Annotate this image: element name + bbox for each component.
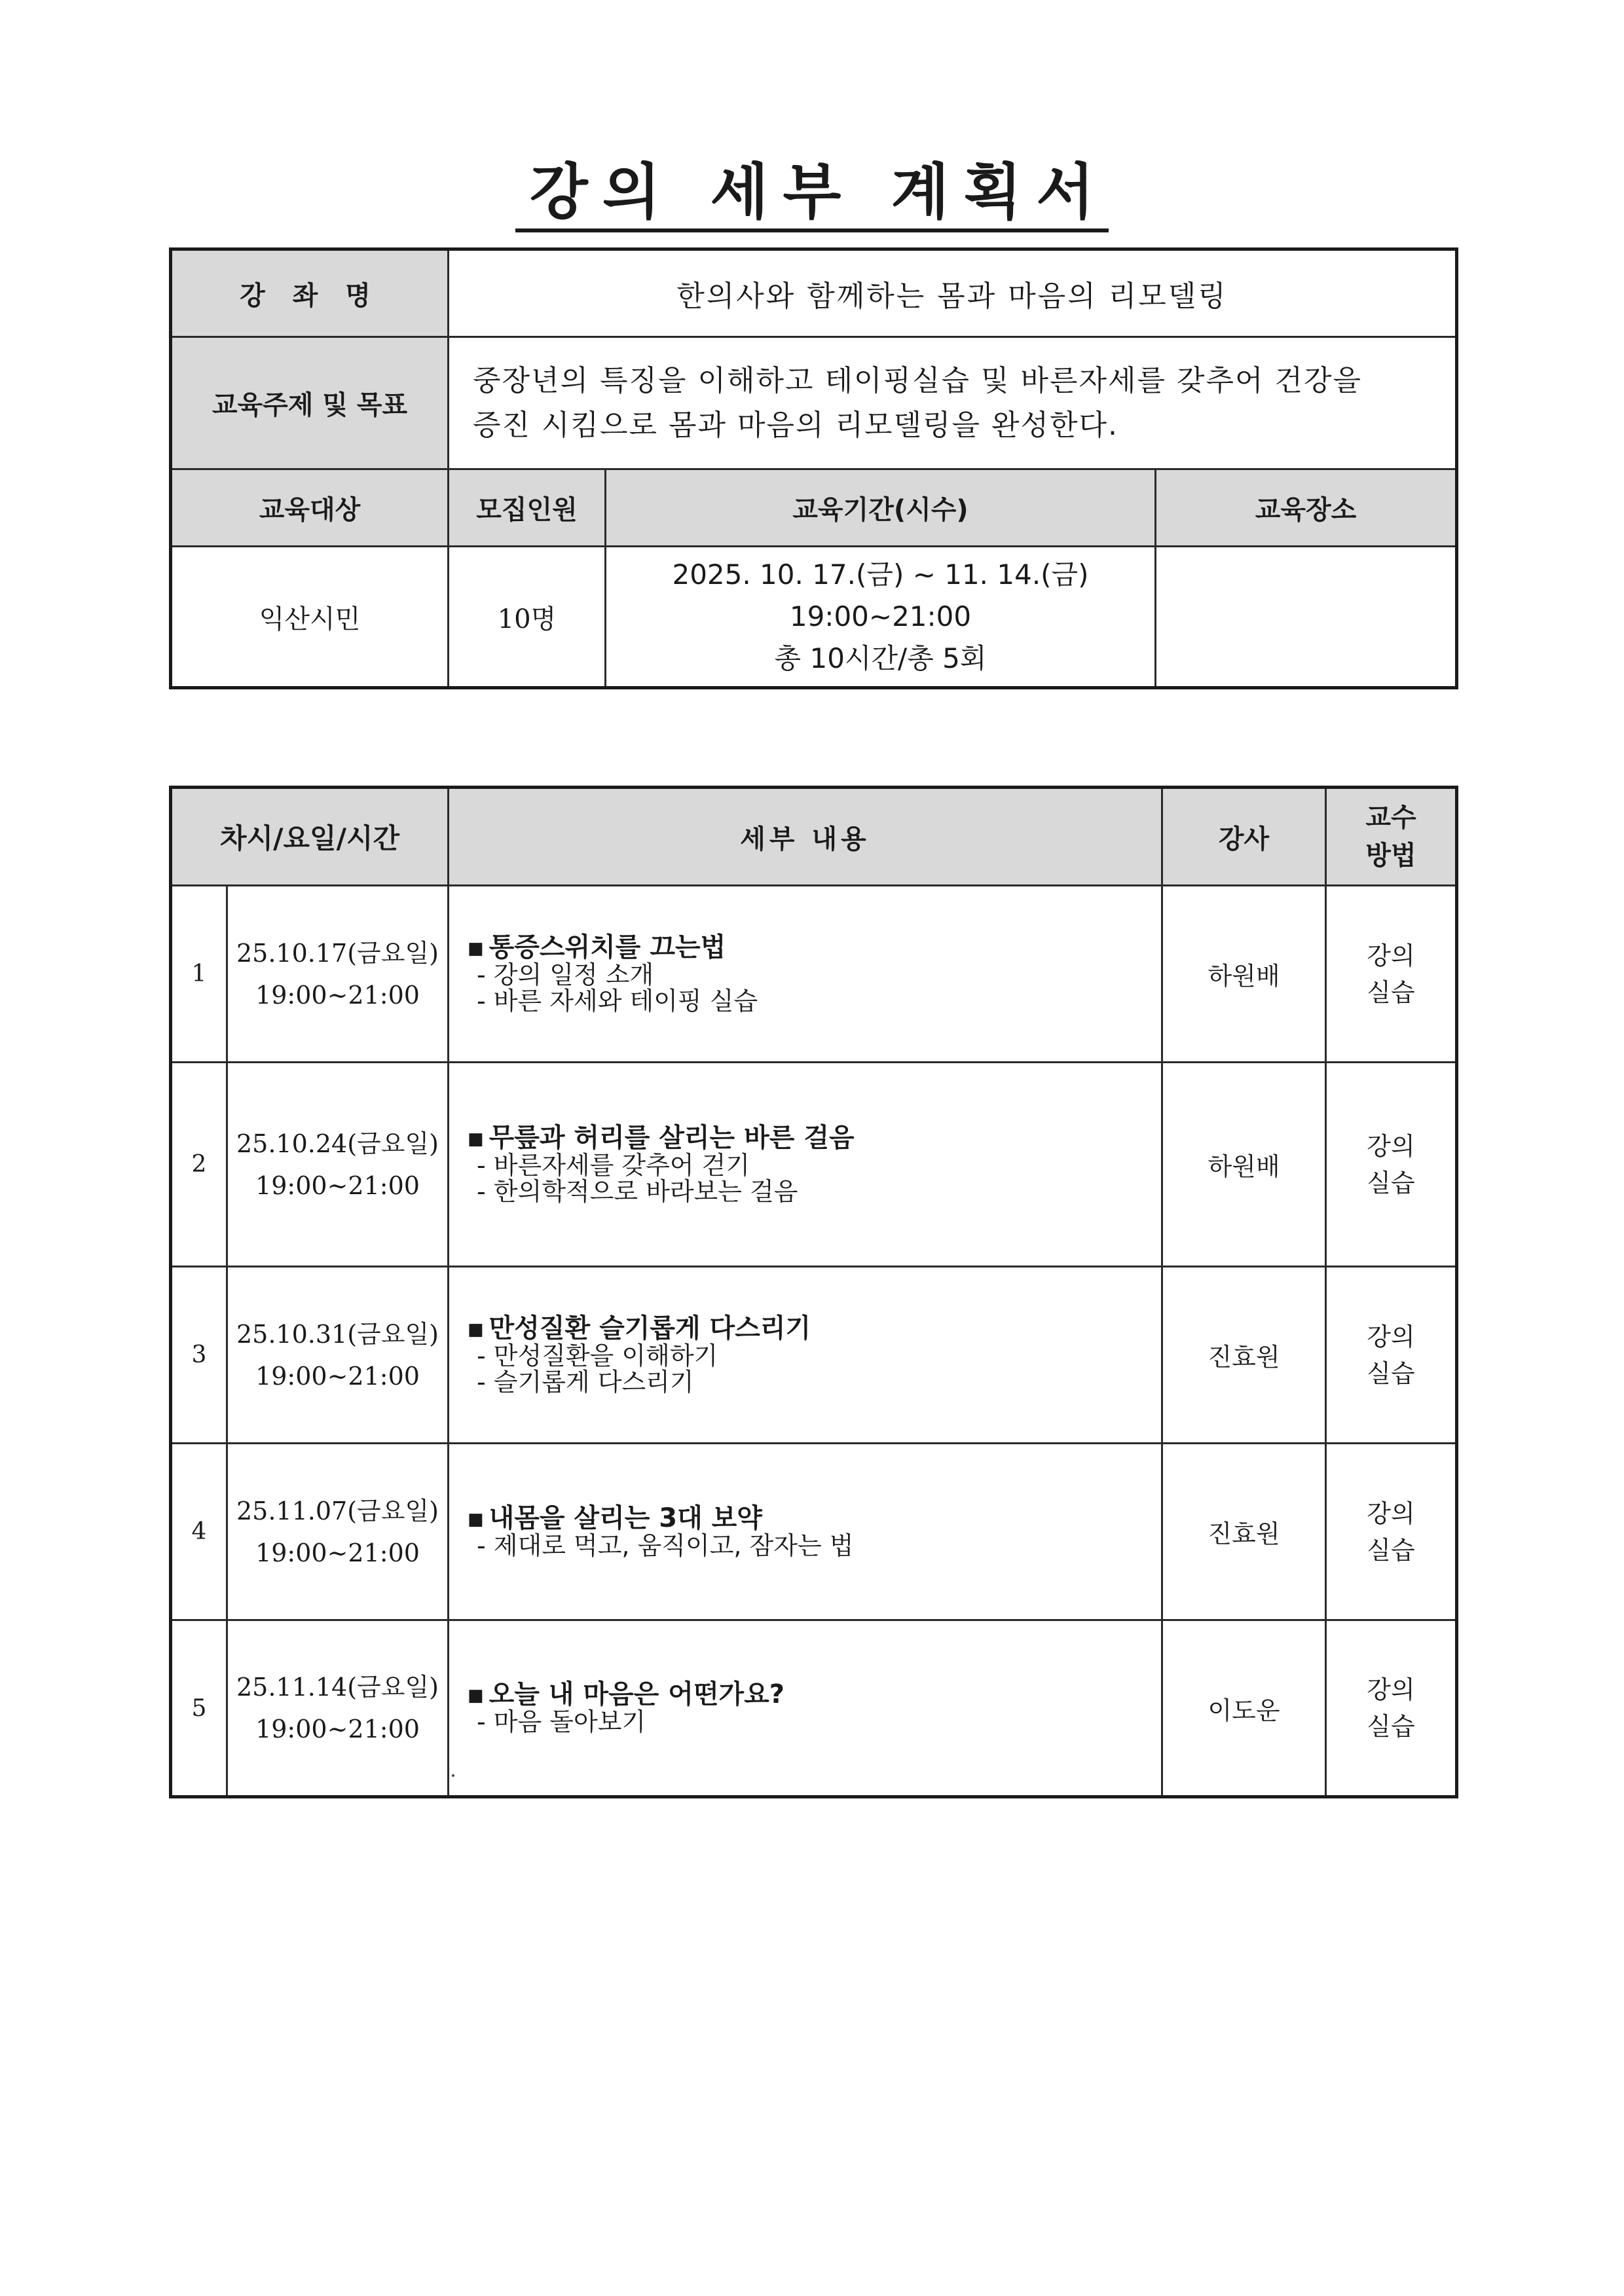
venue-label: 교육장소 — [1156, 469, 1457, 547]
session-method — [1326, 1444, 1457, 1620]
capacity-value: 10명 — [449, 547, 606, 688]
period-dates: 2025. 10. 17.(금) ~ 11. 14.(금) — [672, 558, 1089, 591]
session-content — [449, 1444, 1162, 1620]
session-content — [449, 1063, 1162, 1267]
session-datetime — [227, 1063, 449, 1267]
session-date: 25.10.17(금요일) — [236, 938, 439, 968]
session-item: - 슬기롭게 다스리기 — [477, 1367, 694, 1396]
col-method-header-1: 교수 — [1365, 803, 1416, 833]
session-number: 4 — [171, 1444, 227, 1620]
square-bullet-icon: ■ — [468, 1129, 484, 1149]
session-method-1: 강의 — [1367, 1322, 1415, 1351]
session-method-2: 실습 — [1367, 1535, 1415, 1565]
goal-line-2: 증진 시킴으로 몸과 마음의 리모델링을 완성한다. — [473, 408, 1118, 442]
session-topic — [468, 934, 1161, 962]
session-time: 19:00~21:00 — [255, 1171, 420, 1200]
session-time: 19:00~21:00 — [255, 980, 420, 1010]
session-number: 2 — [171, 1063, 227, 1267]
course-name: 한의사와 함께하는 몸과 마음의 리모델링 — [449, 249, 1457, 337]
overview-table — [169, 247, 1458, 689]
square-bullet-icon: ■ — [468, 1686, 484, 1705]
schedule-row — [171, 1444, 1457, 1620]
goal-line-1: 중장년의 특징을 이해하고 테이핑실습 및 바른자세를 갖추어 건강을 — [473, 363, 1363, 397]
session-instructor: 진효원 — [1162, 1444, 1326, 1620]
schedule-table — [169, 786, 1458, 1798]
session-method-2: 실습 — [1367, 1358, 1415, 1388]
session-date: 25.11.07(금요일) — [236, 1496, 439, 1525]
course-name-label: 강 좌 명 — [171, 249, 449, 337]
page-title — [0, 144, 1624, 230]
session-item: - 강의 일정 소개 — [477, 960, 654, 989]
session-topic-text: 통증스위치를 끄는법 — [489, 932, 726, 962]
session-content — [449, 886, 1162, 1063]
session-date: 25.10.24(금요일) — [236, 1129, 439, 1158]
session-method-1: 강의 — [1367, 1675, 1415, 1704]
session-number: 1 — [171, 886, 227, 1063]
session-topic-text: 만성질환 슬기롭게 다스리기 — [489, 1313, 811, 1343]
session-time: 19:00~21:00 — [255, 1361, 420, 1391]
session-method-1: 강의 — [1367, 941, 1415, 970]
schedule-row — [171, 1620, 1457, 1797]
session-instructor: 하원배 — [1162, 1063, 1326, 1267]
session-instructor: 이도운 — [1162, 1620, 1326, 1797]
period-value — [606, 547, 1156, 688]
session-item: - 마음 돌아보기 — [477, 1707, 646, 1736]
session-method-2: 실습 — [1367, 977, 1415, 1007]
session-datetime — [227, 1267, 449, 1444]
session-number: 5 — [171, 1620, 227, 1797]
session-topic — [468, 1315, 1161, 1343]
goal-text — [449, 337, 1457, 469]
session-method-2: 실습 — [1367, 1168, 1415, 1197]
session-topic — [468, 1681, 1161, 1709]
session-item: - 제대로 먹고, 움직이고, 잠자는 법 — [477, 1531, 854, 1560]
period-total: 총 10시간/총 5회 — [774, 642, 987, 674]
schedule-row — [171, 886, 1457, 1063]
target-value: 익산시민 — [171, 547, 449, 688]
session-time: 19:00~21:00 — [255, 1538, 420, 1567]
session-datetime — [227, 1444, 449, 1620]
scan-speck — [452, 1774, 454, 1777]
session-datetime — [227, 886, 449, 1063]
session-method-1: 강의 — [1367, 1499, 1415, 1528]
session-datetime — [227, 1620, 449, 1797]
session-instructor: 진효원 — [1162, 1267, 1326, 1444]
session-method — [1326, 1620, 1457, 1797]
session-content — [449, 1267, 1162, 1444]
col-content-header: 세부 내용 — [449, 788, 1162, 886]
session-item: - 바른자세를 갖추어 걷기 — [477, 1150, 750, 1180]
capacity-label: 모집인원 — [449, 469, 606, 547]
session-method — [1326, 1267, 1457, 1444]
col-method-header — [1326, 788, 1457, 886]
session-item: - 바른 자세와 테이핑 실습 — [477, 986, 758, 1015]
session-date: 25.10.31(금요일) — [236, 1319, 439, 1349]
session-method — [1326, 886, 1457, 1063]
target-label: 교육대상 — [171, 469, 449, 547]
schedule-row — [171, 1063, 1457, 1267]
session-date: 25.11.14(금요일) — [236, 1673, 439, 1702]
goal-label: 교육주제 및 목표 — [171, 337, 449, 469]
session-topic — [468, 1505, 1161, 1533]
session-method — [1326, 1063, 1457, 1267]
square-bullet-icon: ■ — [468, 1509, 484, 1529]
square-bullet-icon: ■ — [468, 1319, 484, 1339]
venue-value — [1156, 547, 1457, 688]
session-item: - 한의학적으로 바라보는 걸음 — [477, 1176, 798, 1206]
session-content — [449, 1620, 1162, 1797]
session-time: 19:00~21:00 — [255, 1715, 420, 1743]
period-time: 19:00~21:00 — [789, 600, 972, 632]
session-method-2: 실습 — [1367, 1712, 1415, 1741]
col-method-header-2: 방법 — [1365, 841, 1416, 871]
session-topic-text: 오늘 내 마음은 어떤가요? — [489, 1679, 784, 1709]
session-topic-text: 무릎과 허리를 살리는 바른 걸음 — [489, 1122, 855, 1153]
session-method-1: 강의 — [1367, 1131, 1415, 1161]
session-topic-text: 내몸을 살리는 3대 보약 — [489, 1503, 762, 1533]
session-topic — [468, 1122, 1161, 1153]
session-number: 3 — [171, 1267, 227, 1444]
session-item: - 만성질환을 이해하기 — [477, 1341, 718, 1370]
period-label: 교육기간(시수) — [606, 469, 1156, 547]
schedule-row — [171, 1267, 1457, 1444]
square-bullet-icon: ■ — [468, 938, 484, 958]
col-instructor-header: 강사 — [1162, 788, 1326, 886]
page-title-text: 강의 세부 계획서 — [515, 157, 1109, 232]
session-instructor: 하원배 — [1162, 886, 1326, 1063]
col-session-header: 차시/요일/시간 — [171, 788, 449, 886]
